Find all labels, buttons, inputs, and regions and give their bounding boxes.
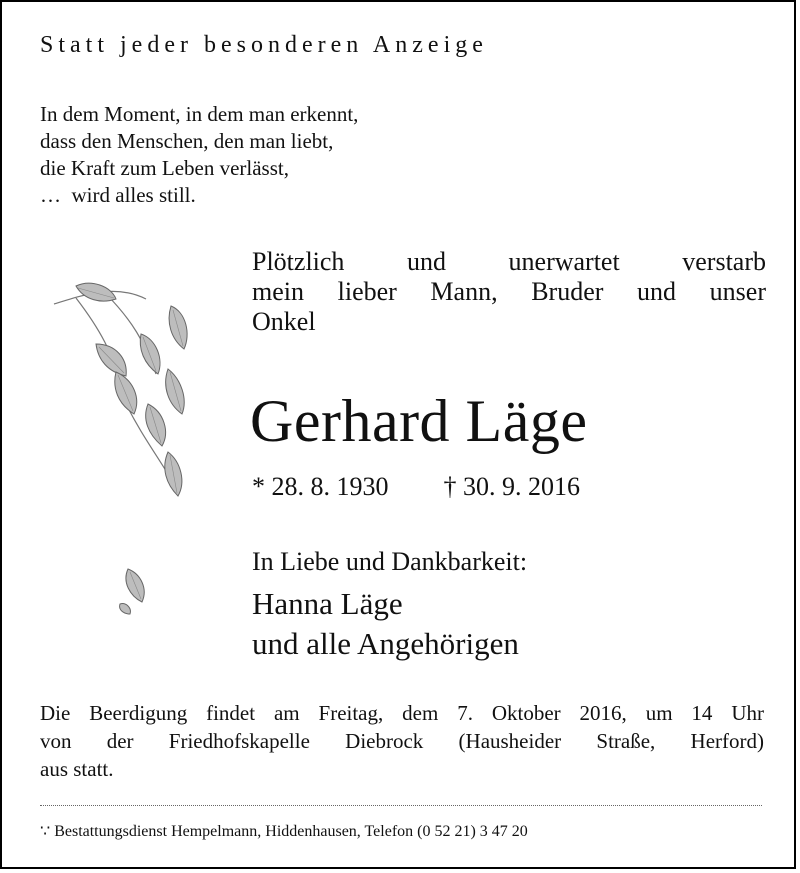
funeral-line: von der Friedhofskapelle Diebrock (Hausheider Straße, Herford): [40, 729, 764, 753]
funeral-line: Die Beerdigung findet am Freitag, dem 7. Oktober 2016, um 14 Uhr: [40, 701, 764, 725]
poem-line: In dem Moment, in dem man erkennt,: [40, 102, 359, 126]
poem: [40, 101, 358, 209]
mourners-list: [252, 584, 519, 664]
funeral-service-symbol: ∵: [40, 823, 51, 840]
announcement-line: mein lieber Mann, Bruder und unser: [252, 277, 766, 306]
footer: [40, 822, 528, 842]
mourner-name: und alle Angehörigen: [252, 626, 519, 661]
poem-line: … wird alles still.: [40, 183, 196, 207]
birch-branch-icon: [46, 264, 204, 624]
life-dates: [252, 472, 580, 502]
funeral-line: aus statt.: [40, 757, 114, 781]
footer-divider: [40, 805, 762, 806]
deceased-name: Gerhard Läge: [250, 388, 588, 454]
death-date: † 30. 9. 2016: [443, 472, 580, 501]
mourner-name: Hanna Läge: [252, 586, 403, 621]
announcement-line: Onkel: [252, 307, 316, 336]
funeral-service-info: Bestattungsdienst Hempelmann, Hiddenhausen, Telefon (0 52 21) 3 47 20: [54, 823, 528, 840]
announcement-line: Plötzlich und unerwartet verstarb: [252, 247, 766, 276]
birth-date: * 28. 8. 1930: [252, 472, 389, 501]
notice-header: Statt jeder besonderen Anzeige: [40, 32, 488, 58]
funeral-details: [40, 699, 764, 783]
announcement-text: [252, 247, 766, 337]
poem-line: die Kraft zum Leben verlässt,: [40, 156, 289, 180]
mourners-heading: In Liebe und Dankbarkeit:: [252, 547, 528, 576]
poem-line: dass den Menschen, den man liebt,: [40, 129, 334, 153]
